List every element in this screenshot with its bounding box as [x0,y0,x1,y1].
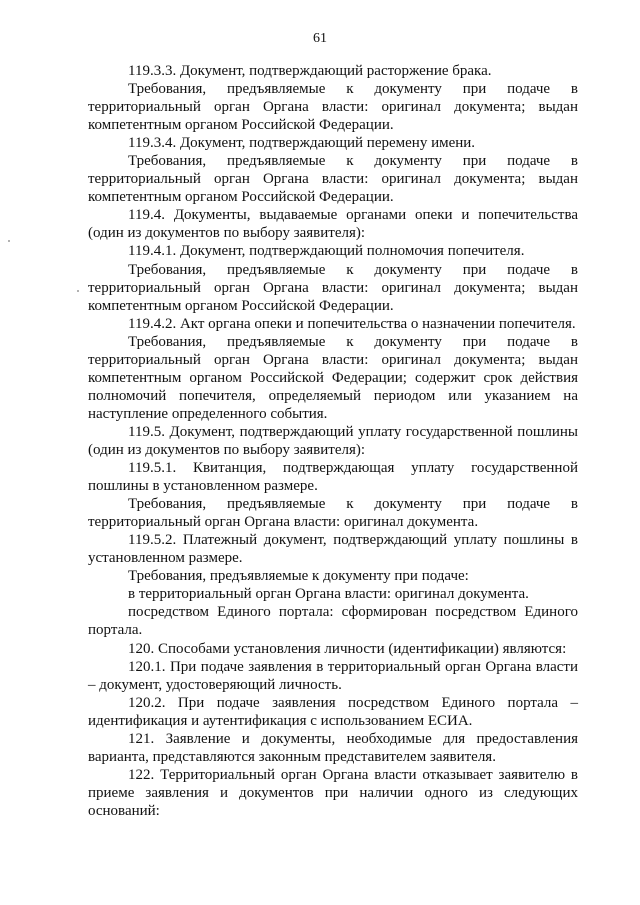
requirements-heading: Требования, предъявляемые к документу при подаче: [128,568,469,585]
paragraph-121: 121. Заявление и документы, необходимые для предоставления варианта, представляются законным представителем заявителя. [88,730,578,765]
paragraph-122: 122. Территориальный орган Органа власти отказывает заявителю в приеме заявления и документов при наличии одного из следующих оснований: [88,766,578,819]
paragraph-119-3-3: 119.3.3. Документ, подтверждающий расторжение брака. [128,63,492,79]
paragraph-119-5: 119.5. Документ, подтверждающий уплату государственной пошлины (один из документов по выбору заявителя): [88,423,578,458]
scan-speck [8,240,10,242]
document-body [88,62,578,820]
scan-speck [77,290,79,292]
requirement-office: в территориальный орган Органа власти: оригинал документа. [128,586,529,603]
requirements-paragraph: Требования, предъявляемые к документу при подаче в территориальный орган Органа власти: оригинал документа; выдан компетентным органом Российской Федерации. [88,153,578,206]
paragraph-120-2: 120.2. При подаче заявления посредством Единого портала – идентификация и аутентификация с использованием ЕСИА. [88,694,578,729]
requirements-paragraph: Требования, предъявляемые к документу при подаче в территориальный орган Органа власти: оригинал документа; выдан компетентным органом Российской Федерации; содержит срок действия полномочий попечителя, определяемый периодом или указанием на наступление определенного события. [88,333,578,422]
paragraph-119-5-2: 119.5.2. Платежный документ, подтверждающий уплату пошлины в установленном размере. [88,532,578,567]
requirements-paragraph: Требования, предъявляемые к документу при подаче в территориальный орган Органа власти: оригинал документа. [88,496,578,531]
paragraph-120-1: 120.1. При подаче заявления в территориальный орган Органа власти – документ, удостоверяющий личность. [88,658,578,693]
requirement-portal: посредством Единого портала: сформирован посредством Единого портала. [88,604,578,639]
paragraph-119-5-1: 119.5.1. Квитанция, подтверждающая уплату государственной пошлины в установленном размере. [88,460,578,495]
requirements-paragraph: Требования, предъявляемые к документу при подаче в территориальный орган Органа власти: оригинал документа; выдан компетентным органом Российской Федерации. [88,261,578,314]
paragraph-120: 120. Способами установления личности (идентификации) являются: [128,640,567,657]
paragraph-119-4-1: 119.4.1. Документ, подтверждающий полномочия попечителя. [128,243,525,260]
paragraph-119-4-2: 119.4.2. Акт органа опеки и попечительства о назначении попечителя. [128,315,576,332]
requirements-paragraph: Требования, предъявляемые к документу при подаче в территориальный орган Органа власти: оригинал документа; выдан компетентным органом Российской Федерации. [88,81,578,134]
page-number: 61 [313,31,327,46]
paragraph-119-4: 119.4. Документы, выдаваемые органами опеки и попечительства (один из документов по выбору заявителя): [88,207,578,242]
paragraph-119-3-4: 119.3.4. Документ, подтверждающий перемену имени. [128,135,476,152]
